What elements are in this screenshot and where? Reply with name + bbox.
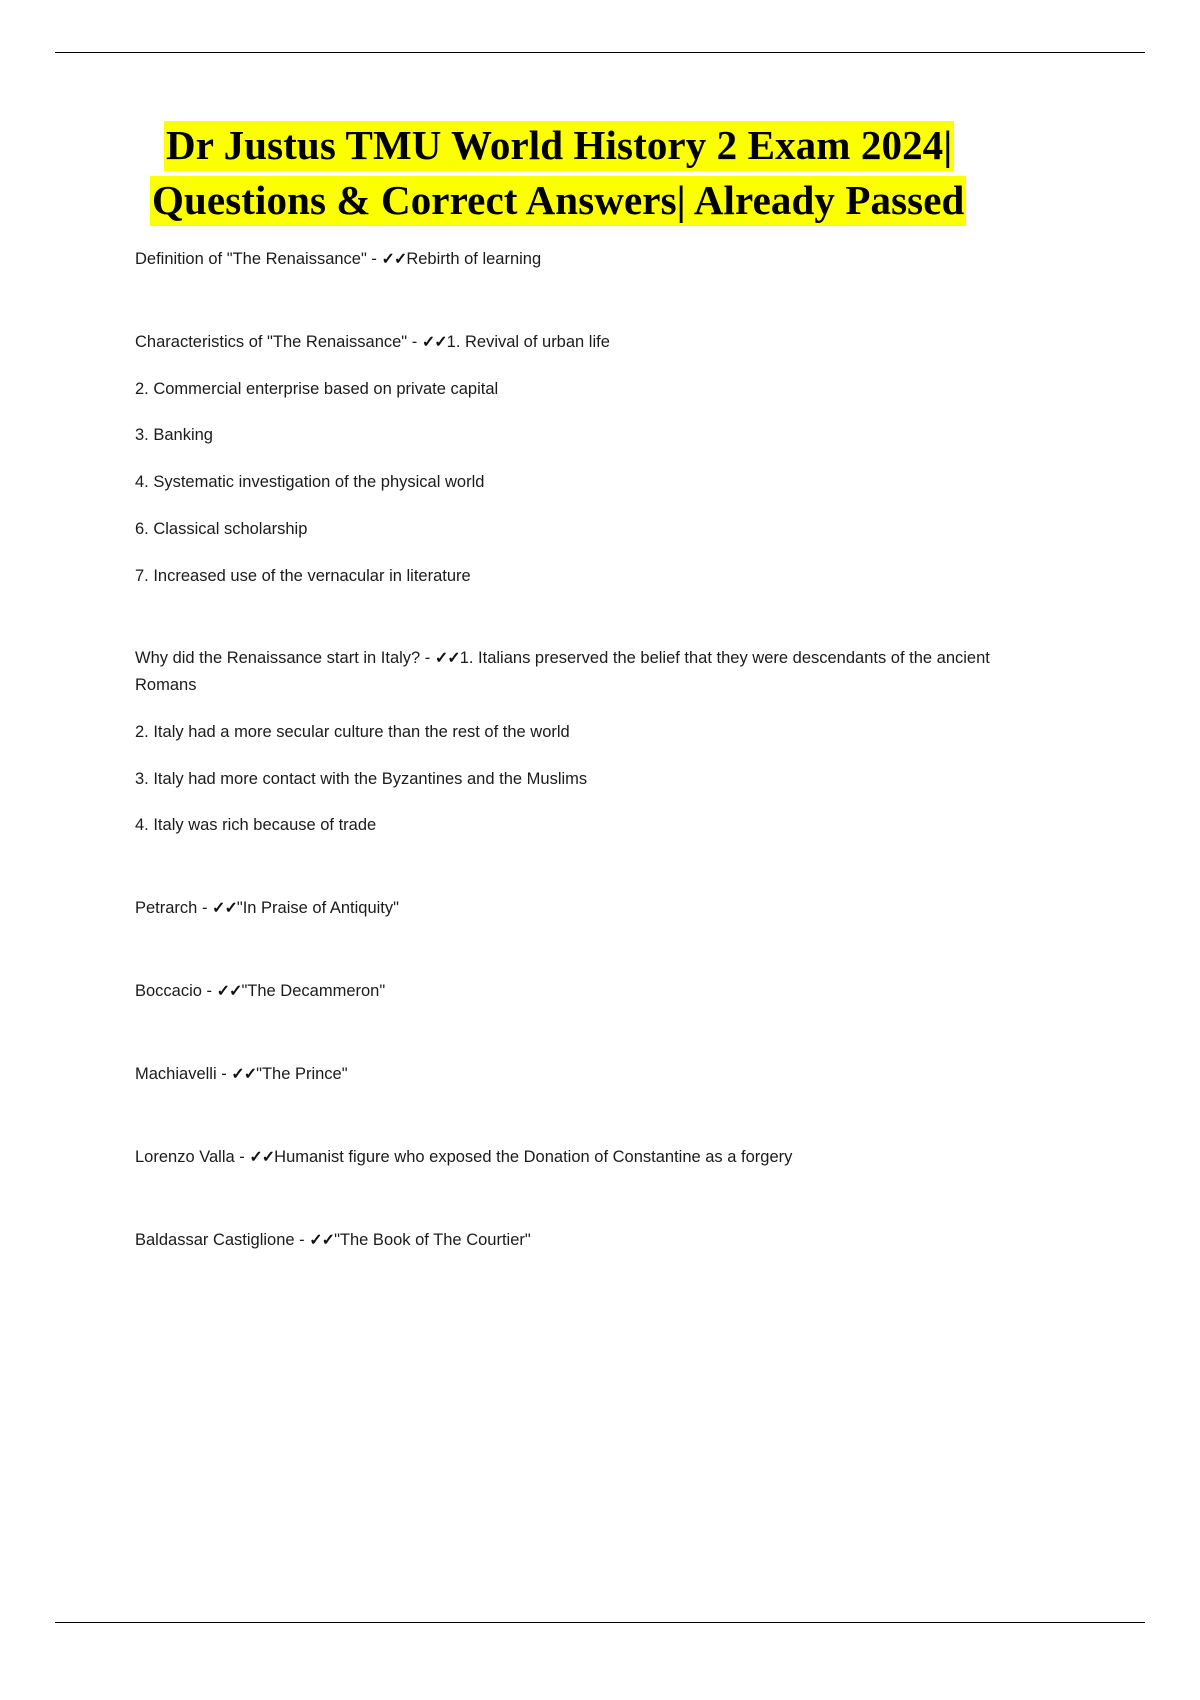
document-content: [135, 118, 1015, 1284]
page-title-line-1-text: Dr Justus TMU World History 2 Exam 2024|: [164, 121, 954, 171]
qa-prompt: Machiavelli -: [135, 1064, 232, 1083]
block-spacer: [135, 1171, 1015, 1201]
qa-block: [135, 645, 1015, 839]
qa-answer-line: [135, 563, 1005, 590]
qa-text: Humanist figure who exposed the Donation of Constantine as a forgery: [274, 1147, 793, 1166]
block-spacer: [135, 1005, 1015, 1035]
qa-block: [135, 1227, 1015, 1254]
qa-question-line: [135, 1061, 1005, 1088]
qa-question-line: [135, 895, 1005, 922]
page-title-line-1: [164, 118, 1015, 173]
qa-text: "In Praise of Antiquity": [236, 899, 399, 918]
block-spacer: [135, 1088, 1015, 1118]
qa-question-line: [135, 329, 1005, 356]
qa-prompt: Why did the Renaissance start in Italy? -: [135, 649, 435, 668]
double-check-icon: ✓✓: [212, 900, 237, 918]
double-check-icon: ✓✓: [231, 1065, 257, 1083]
qa-block: [135, 329, 1015, 590]
qa-prompt: Boccacio -: [135, 981, 217, 1000]
qa-question-line: [135, 1227, 1005, 1254]
qa-text: 1. Revival of urban life: [446, 332, 610, 351]
page-title-line-2: [150, 173, 1015, 228]
qa-block: [135, 1144, 1015, 1171]
qa-answer-line: [135, 812, 1005, 839]
qa-text: 7. Increased use of the vernacular in literature: [135, 566, 471, 585]
qa-block: [135, 1061, 1015, 1088]
qa-question-line: [135, 246, 1005, 273]
qa-text: "The Decammeron": [241, 981, 386, 1000]
qa-answer-line: [135, 376, 1005, 403]
qa-text: Rebirth of learning: [406, 249, 542, 268]
qa-answer-line: [135, 516, 1005, 543]
double-check-icon: ✓✓: [249, 1148, 275, 1166]
page-title-line-2-text: Questions & Correct Answers| Already Passed: [150, 176, 966, 226]
block-spacer: [135, 839, 1015, 869]
qa-list: [135, 246, 1015, 1284]
qa-question-line: [135, 978, 1005, 1005]
qa-block: [135, 246, 1015, 273]
qa-prompt: Lorenzo Valla -: [135, 1147, 250, 1166]
qa-prompt: Definition of "The Renaissance" -: [135, 249, 382, 268]
qa-block: [135, 895, 1015, 922]
qa-question-line: [135, 645, 1005, 699]
qa-text: 4. Italy was rich because of trade: [135, 816, 377, 835]
qa-text: 2. Commercial enterprise based on private capital: [135, 379, 499, 398]
header-divider: [55, 52, 1145, 53]
block-spacer: [135, 1254, 1015, 1284]
double-check-icon: ✓✓: [421, 333, 447, 351]
qa-text: 3. Italy had more contact with the Byzantines and the Muslims: [135, 769, 588, 788]
qa-text: 2. Italy had a more secular culture than the rest of the world: [135, 722, 570, 741]
qa-answer-line: [135, 766, 1005, 793]
block-spacer: [135, 922, 1015, 952]
qa-text: "The Prince": [256, 1064, 348, 1083]
block-spacer: [135, 273, 1015, 303]
qa-text: 6. Classical scholarship: [135, 519, 308, 538]
footer-divider: [55, 1622, 1145, 1623]
double-check-icon: ✓✓: [381, 250, 407, 268]
qa-prompt: Characteristics of "The Renaissance" -: [135, 332, 422, 351]
double-check-icon: ✓✓: [434, 650, 460, 668]
qa-text: 3. Banking: [135, 426, 213, 445]
qa-block: [135, 978, 1015, 1005]
qa-answer-line: [135, 422, 1005, 449]
qa-prompt: Petrarch -: [135, 899, 213, 918]
double-check-icon: ✓✓: [309, 1231, 335, 1249]
page-title: [135, 118, 1015, 228]
block-spacer: [135, 589, 1015, 619]
qa-question-line: [135, 1144, 1005, 1171]
qa-answer-line: [135, 469, 1005, 496]
qa-text: 1. Italians preserved the belief that they were descendants of the ancient Romans: [135, 649, 990, 695]
qa-prompt: Baldassar Castiglione -: [135, 1230, 310, 1249]
qa-text: 4. Systematic investigation of the physical world: [135, 473, 485, 492]
qa-answer-line: [135, 719, 1005, 746]
double-check-icon: ✓✓: [216, 982, 242, 1000]
qa-text: "The Book of The Courtier": [334, 1230, 531, 1249]
